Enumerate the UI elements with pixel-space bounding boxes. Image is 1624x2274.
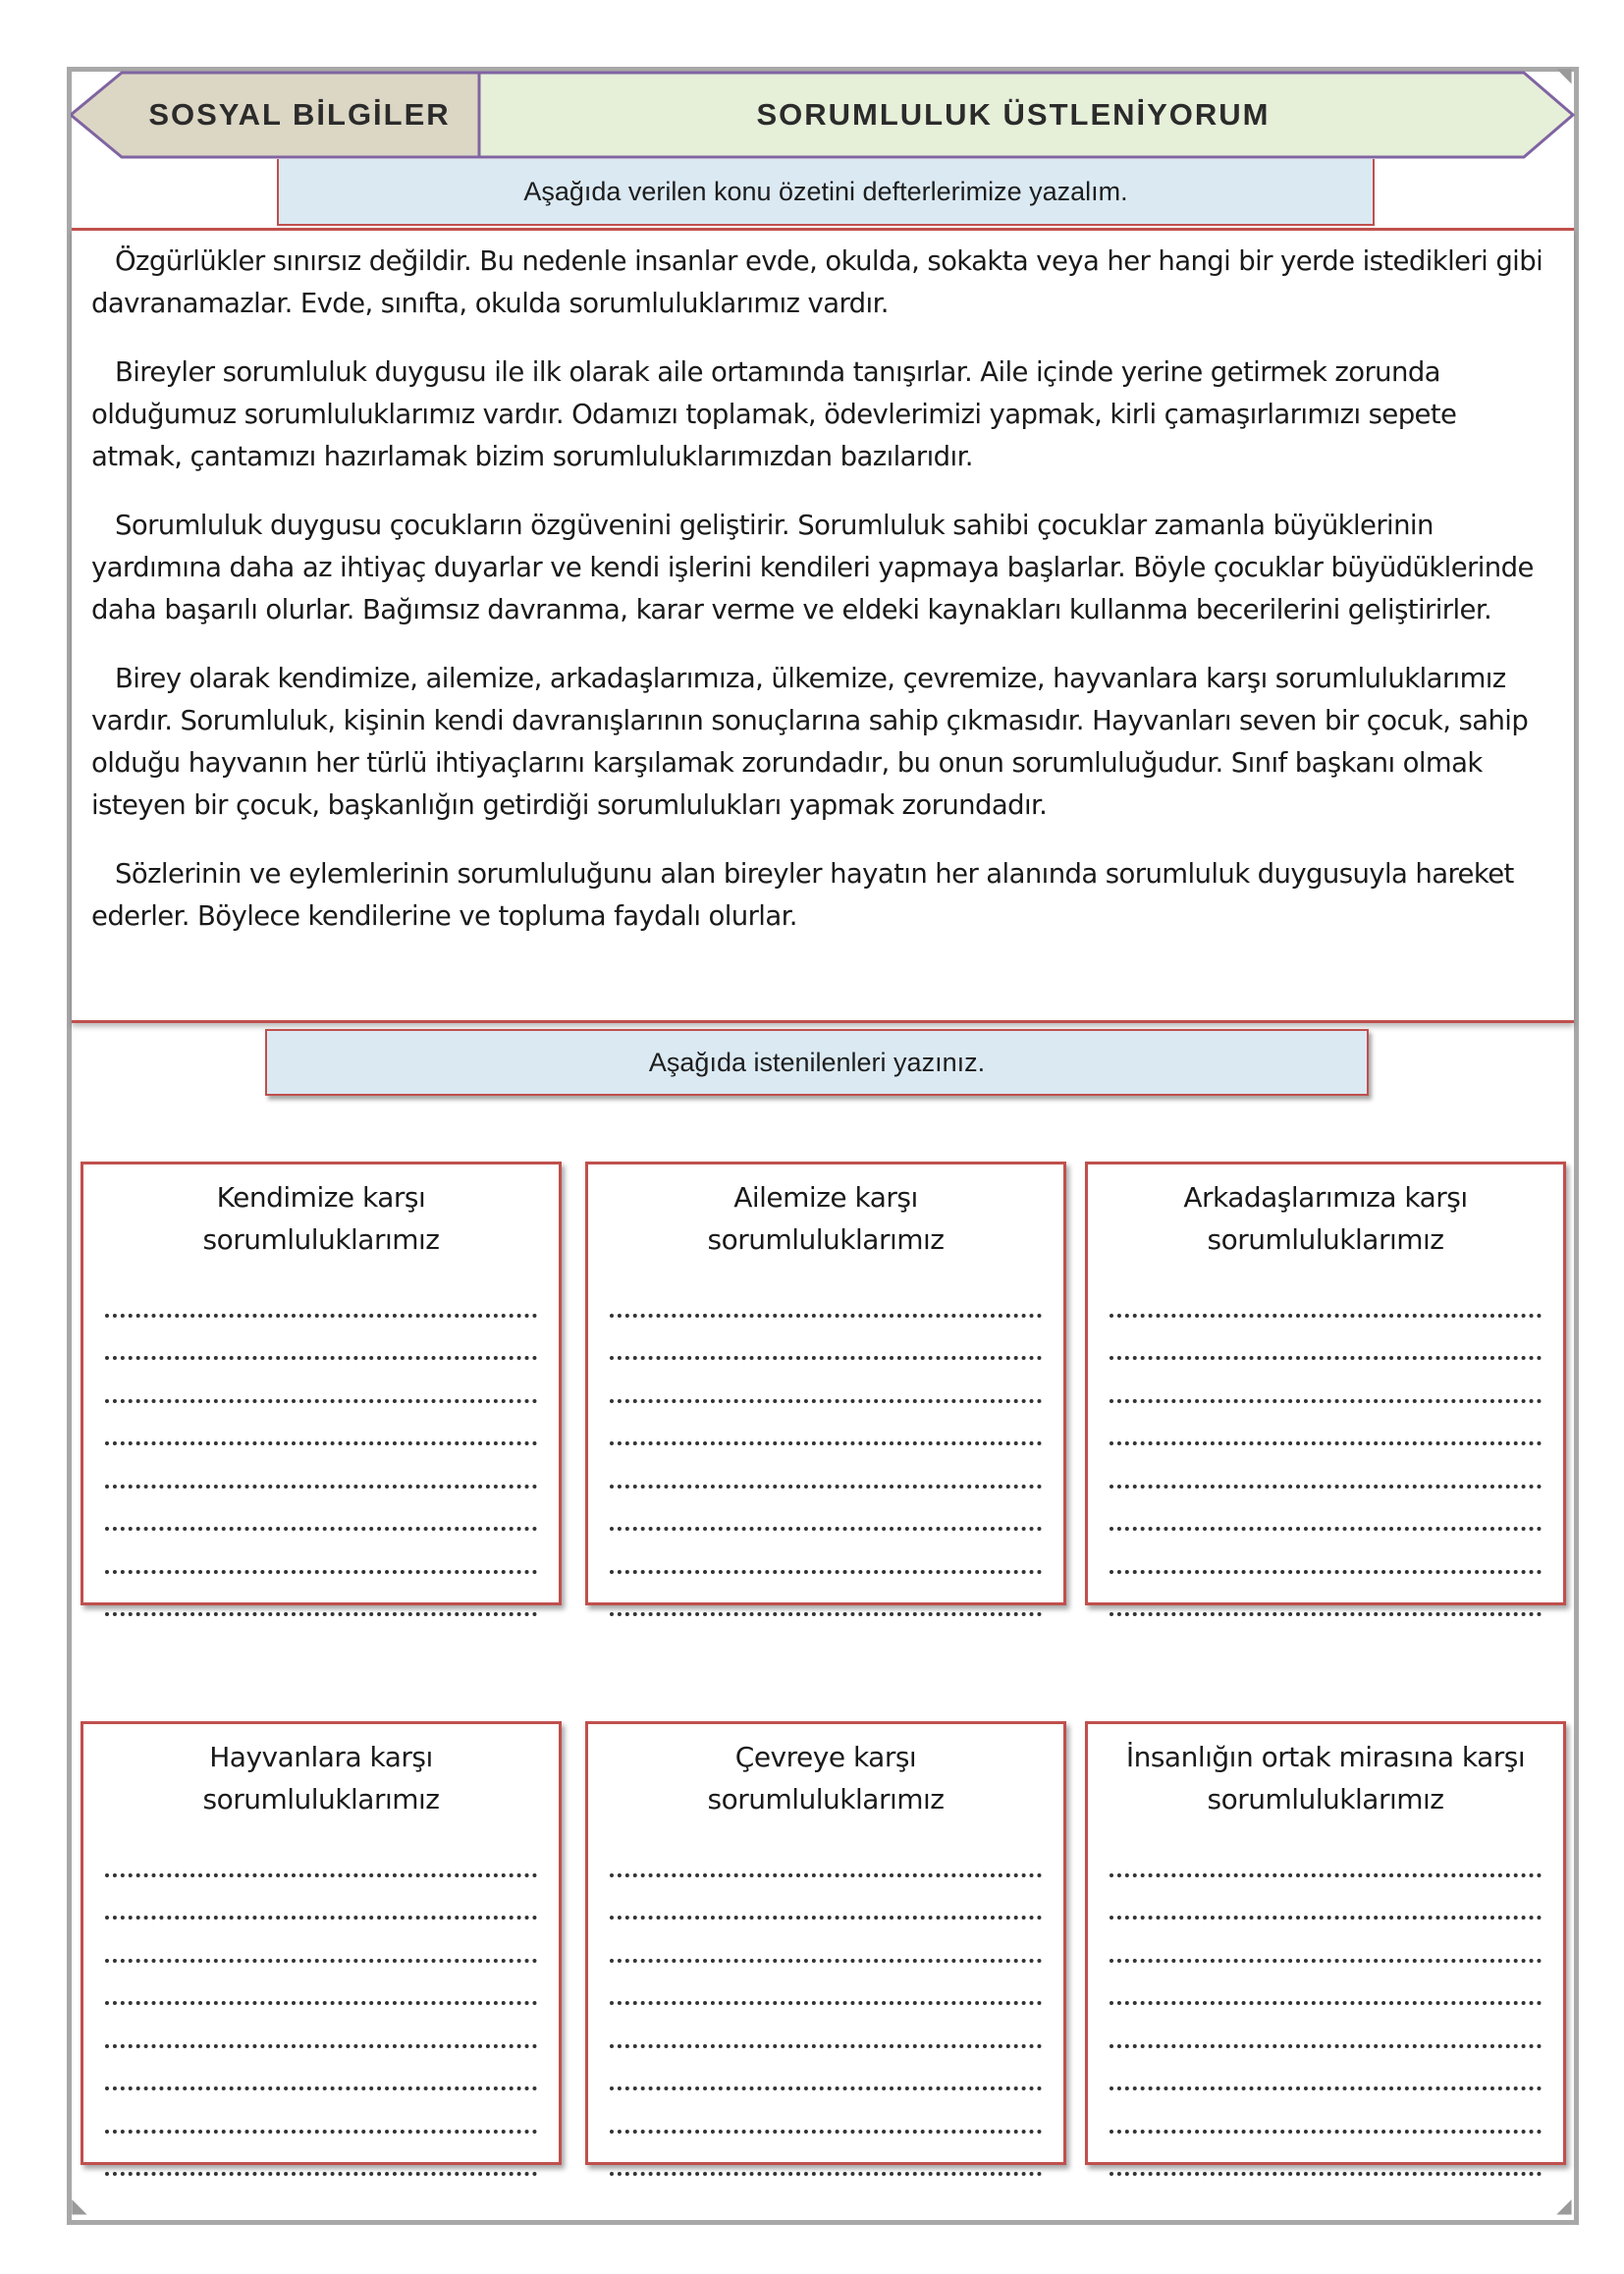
answer-box-self[interactable] bbox=[81, 1162, 562, 1605]
summary-text-area bbox=[72, 228, 1574, 1023]
answer-box-friends[interactable] bbox=[1085, 1162, 1566, 1605]
writing-lines[interactable] bbox=[105, 1834, 537, 2176]
writing-lines[interactable] bbox=[610, 1834, 1042, 2176]
corner-arrow-icon: ◢ bbox=[1556, 2195, 1572, 2217]
answer-box-title: Arkadaşlarımıza karşı sorumluluklarımız bbox=[1183, 1181, 1468, 1256]
writing-lines[interactable] bbox=[105, 1274, 537, 1616]
corner-arrow-icon: ◣ bbox=[72, 2195, 87, 2217]
answer-box-title: Çevreye karşı sorumluluklarımız bbox=[707, 1741, 945, 1815]
writing-lines[interactable] bbox=[1110, 1274, 1542, 1616]
answer-box-title: Ailemize karşı sorumluluklarımız bbox=[707, 1181, 945, 1256]
subject-title: SOSYAL BİLGİLER bbox=[148, 97, 451, 132]
answer-box-title: Kendimize karşı sorumluluklarımız bbox=[202, 1181, 440, 1256]
summary-paragraph: Sözlerinin ve eylemlerinin sorumluluğunu alan bireyler hayatın her alanında sorumluluk duygusuyla hareket ederler. Böylece kendilerine ve topluma faydalı olurlar. bbox=[91, 858, 1514, 932]
topic-title: SORUMLULUK ÜSTLENİYORUM bbox=[756, 97, 1271, 132]
answer-box-family[interactable] bbox=[585, 1162, 1066, 1605]
summary-instruction: Aşağıda verilen konu özetini defterlerimize yazalım. bbox=[277, 159, 1375, 226]
summary-paragraph: Özgürlükler sınırsız değildir. Bu nedenle insanlar evde, okulda, sokakta veya her hangi bir yerde istedikleri gibi davranamazlar. Evde, sınıfta, okulda sorumluluklarımız vardır. bbox=[91, 245, 1543, 319]
summary-paragraph: Birey olarak kendimize, ailemize, arkadaşlarımıza, ülkemize, çevremize, hayvanlara karşı sorumluluklarımız vardır. Sorumluluk, kişinin kendi davranışlarının sonuçlarına sahip çıkmasıdır. Hayvanları seven bir çocuk, sahip olduğu hayvanın her türlü ihtiyaçlarını karşılamak zorundadır, bu onun sorumluluğudur. Sınıf başkanı olmak isteyen bir çocuk, başkanlığın getirdiği sorumlulukları yapmak zorundadır. bbox=[91, 663, 1529, 821]
answer-box-heritage[interactable] bbox=[1085, 1721, 1566, 2165]
writing-lines[interactable] bbox=[1110, 1834, 1542, 2176]
write-instruction: Aşağıda istenilenleri yazınız. bbox=[265, 1029, 1369, 1096]
answer-box-environment[interactable] bbox=[585, 1721, 1066, 2165]
writing-lines[interactable] bbox=[610, 1274, 1042, 1616]
summary-paragraph: Bireyler sorumluluk duygusu ile ilk olarak aile ortamında tanışırlar. Aile içinde yerine getirmek zorunda olduğumuz sorumluluklarımız vardır. Odamızı toplamak, ödevlerimizi yapmak, kirli çamaşırlarımızı sepete atmak, çantamızı hazırlamak bizim sorumluluklarımızdan bazılarıdır. bbox=[91, 356, 1457, 472]
answer-box-title: Hayvanlara karşı sorumluluklarımız bbox=[202, 1741, 440, 1815]
header-banner bbox=[71, 71, 1575, 159]
answer-box-title: İnsanlığın ortak mirasına karşı sorumluluklarımız bbox=[1125, 1741, 1526, 1815]
corner-arrow-icon: ◥ bbox=[1556, 65, 1572, 86]
answer-box-animals[interactable] bbox=[81, 1721, 562, 2165]
summary-paragraph: Sorumluluk duygusu çocukların özgüvenini geliştirir. Sorumluluk sahibi çocuklar zamanla büyüklerinin yardımına daha az ihtiyaç duyarlar ve kendi işlerini kendileri yapmaya başlarlar. Böyle çocuklar büyüdüklerinde daha başarılı olurlar. Bağımsız davranma, karar verme ve eldeki kaynakları kullanma becerilerini geliştirirler. bbox=[91, 510, 1534, 625]
